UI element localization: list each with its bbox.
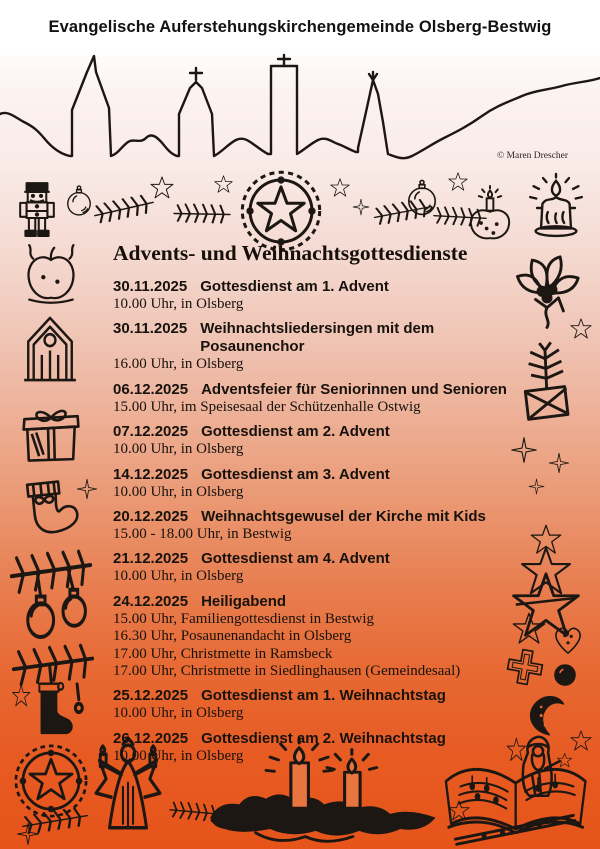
branch-with-baubles-icon: [8, 556, 94, 646]
event-headline: [113, 381, 525, 399]
event-details: [113, 611, 525, 681]
event-detail: 10.00 Uhr, in Olsberg: [113, 568, 244, 585]
event-item: [113, 278, 525, 313]
event-details: [113, 441, 525, 458]
event-title: Adventsfeier für Seniorinnen und Senioren: [201, 380, 507, 398]
event-headline: [113, 320, 525, 356]
event-title: Heiligabend: [201, 592, 287, 610]
event-details: [113, 356, 525, 373]
event-date: 26.12.2025: [113, 729, 189, 747]
fir-branch-icon: [18, 797, 91, 845]
event-details: [113, 705, 525, 722]
event-item: [113, 593, 525, 681]
event-detail: 10.00 Uhr, in Olsberg: [113, 296, 244, 312]
event-date: 21.12.2025: [113, 550, 189, 568]
gift-box-icon: [14, 394, 88, 468]
artist-credit: © Maren Drescher: [497, 151, 569, 161]
event-details: [113, 526, 525, 543]
event-detail: 10.00 Uhr, in Olsberg: [113, 747, 244, 764]
nutcracker-icon: [8, 172, 66, 250]
sparkle-icon: [76, 478, 98, 500]
event-detail: 10.00 Uhr, in Olsberg: [113, 705, 244, 722]
event-date: 20.12.2025: [113, 508, 189, 526]
sparkle-icon: [352, 198, 370, 216]
event-detail: 10.00 Uhr, in Olsberg: [113, 483, 244, 500]
event-item: [113, 508, 525, 543]
event-detail: 15.00 - 18.00 Uhr, in Bestwig: [113, 526, 292, 543]
event-detail: 16.00 Uhr, in Olsberg: [113, 356, 244, 373]
event-headline: [113, 730, 525, 748]
heart-cookie-icon: [548, 618, 588, 658]
event-details: [113, 484, 525, 501]
event-date: 14.12.2025: [113, 465, 189, 483]
event-detail: 15.00 Uhr, Familiengottesdienst in Bestwig: [113, 610, 375, 627]
event-headline: [113, 550, 525, 568]
event-title: Gottesdienst am 1. Advent: [200, 278, 389, 295]
branch-with-boot-icon: [10, 652, 96, 738]
event-details: [113, 568, 525, 585]
event-date: 25.12.2025: [113, 687, 189, 705]
event-item: [113, 381, 525, 416]
event-list: [113, 278, 525, 765]
fir-branch-icon: [170, 191, 234, 237]
page-title: Evangelische Auferstehungskirchengemeinde Olsberg-Bestwig: [48, 18, 552, 36]
event-item: [113, 320, 525, 373]
event-details: [113, 399, 525, 416]
big-candle-icon: [522, 170, 590, 246]
event-detail: 10.00 Uhr, in Olsberg: [113, 441, 244, 458]
event-title: Gottesdienst am 2. Advent: [201, 423, 390, 441]
event-headline: [113, 508, 525, 526]
event-schedule: [113, 241, 525, 772]
event-title: Gottesdienst am 2. Weihnachtstag: [201, 729, 446, 747]
event-item: [113, 423, 525, 458]
event-item: [113, 550, 525, 585]
event-detail: 17.00 Uhr, Christmette in Ramsbeck: [113, 645, 333, 662]
event-detail: 16.30 Uhr, Posaunenandacht in Olsberg: [113, 628, 352, 645]
event-title: Gottesdienst am 1. Weihnachtstag: [201, 687, 446, 705]
event-item: [113, 466, 525, 501]
event-title: Weihnachtsliedersingen mit dem Posaunenchor: [200, 320, 435, 356]
star-icon: [214, 175, 233, 194]
star-icon: [330, 178, 350, 198]
church-window-icon: [16, 312, 84, 386]
section-title: Advents- und Weihnachtsgottesdienste: [113, 241, 468, 265]
event-title: Weihnachtsgewusel der Kirche mit Kids: [201, 508, 486, 526]
event-date: 24.12.2025: [113, 592, 189, 610]
event-date: 30.11.2025: [113, 278, 188, 295]
star-icon: [150, 176, 174, 200]
event-detail: 17.00 Uhr, Christmette in Siedlinghausen (Gemeindesaal): [113, 663, 461, 680]
sparkle-icon: [548, 452, 570, 474]
event-date: 07.12.2025: [113, 423, 189, 441]
chocolate-ball-icon: [552, 662, 578, 688]
event-headline: [113, 593, 525, 611]
fir-branch-icon: [89, 184, 158, 234]
event-title: Gottesdienst am 3. Advent: [201, 465, 390, 483]
event-headline: [113, 466, 525, 484]
baked-apple-icon: [18, 242, 84, 306]
event-details: [113, 748, 525, 765]
apple-candle-icon: [462, 186, 518, 242]
event-headline: [113, 423, 525, 441]
event-date: 06.12.2025: [113, 380, 189, 398]
sparkle-icon: [528, 478, 545, 495]
event-details: [113, 296, 525, 313]
event-headline: [113, 687, 525, 705]
event-headline: [113, 278, 525, 296]
event-item: [113, 687, 525, 722]
event-title: Gottesdienst am 4. Advent: [201, 550, 390, 568]
event-item: [113, 730, 525, 765]
event-date: 30.11.2025: [113, 320, 188, 338]
event-detail: 15.00 Uhr, im Speisesaal der Schützenhalle Ostwig: [113, 398, 421, 415]
